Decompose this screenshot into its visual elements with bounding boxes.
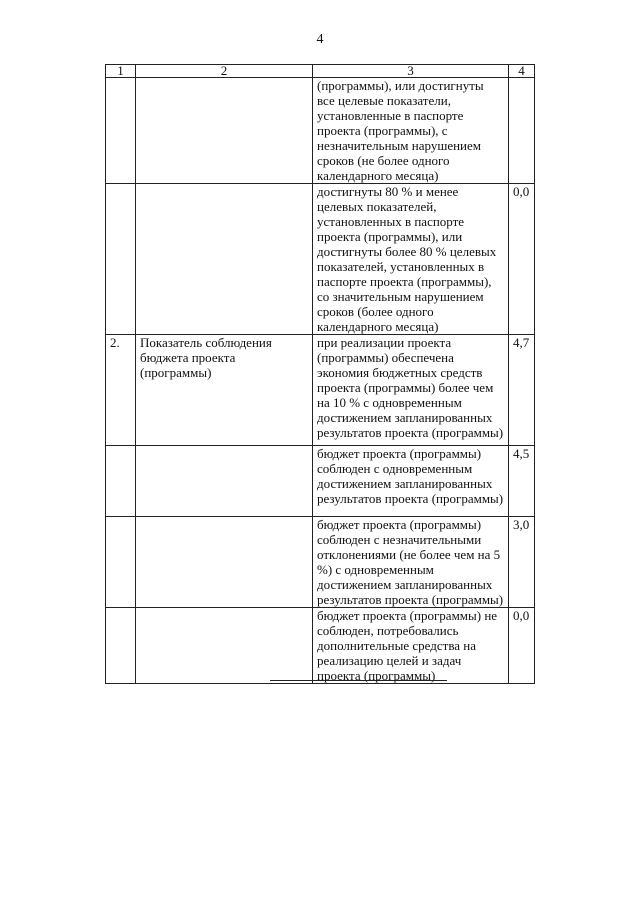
row-number-cell — [106, 517, 136, 608]
table-row — [106, 184, 535, 335]
indicator-name-cell — [136, 78, 313, 184]
score-cell: 3,0 — [509, 517, 535, 608]
criterion-description-cell: при реализации проекта (программы) обеспечена экономия бюджетных средств проекта (программы) более чем на 10 % с одновременным достижением запланированных результатов проекта (программы) — [313, 335, 509, 446]
criterion-description-cell: достигнуты 80 % и менее целевых показателей, установленных в паспорте проекта (программы), или достигнуты более 80 % целевых показателей, установленных в паспорте проекта (программы), со значительным нарушением сроков (более одного календарного месяца) — [313, 184, 509, 335]
score-cell: 0,0 — [509, 608, 535, 684]
indicator-name-cell — [136, 184, 313, 335]
criteria-table — [105, 64, 535, 684]
table-header-row — [106, 65, 535, 78]
row-number-cell — [106, 184, 136, 335]
score-cell — [509, 78, 535, 184]
indicator-name-cell — [136, 608, 313, 684]
column-header-3: 3 — [313, 65, 509, 78]
page-number: 4 — [316, 32, 324, 47]
table-row — [106, 78, 535, 184]
end-of-document-rule — [270, 680, 447, 681]
row-number-cell — [106, 78, 136, 184]
criterion-description-cell: бюджет проекта (программы) не соблюден, потребовались дополнительные средства на реализацию целей и задач проекта (программы) — [313, 608, 509, 684]
row-number-cell — [106, 608, 136, 684]
score-cell: 4,5 — [509, 446, 535, 517]
column-header-1: 1 — [106, 65, 136, 78]
indicator-name-cell: Показатель соблюдения бюджета проекта (программы) — [136, 335, 313, 446]
table-row — [106, 517, 535, 608]
row-number-cell — [106, 446, 136, 517]
criterion-description-cell: бюджет проекта (программы) соблюден с незначительными отклонениями (не более чем на 5 %) с одновременным достижением запланированных результатов проекта (программы) — [313, 517, 509, 608]
table-row — [106, 446, 535, 517]
table-row — [106, 608, 535, 684]
criterion-description-cell: бюджет проекта (программы) соблюден с одновременным достижением запланированных результатов проекта (программы) — [313, 446, 509, 517]
column-header-2: 2 — [136, 65, 313, 78]
table-row — [106, 335, 535, 446]
criterion-description-cell: (программы), или достигнуты все целевые показатели, установленные в паспорте проекта (программы), с незначительным нарушением сроков (не более одного календарного месяца) — [313, 78, 509, 184]
indicator-name-cell — [136, 517, 313, 608]
indicator-name-cell — [136, 446, 313, 517]
row-number-cell: 2. — [106, 335, 136, 446]
column-header-4: 4 — [509, 65, 535, 78]
score-cell: 0,0 — [509, 184, 535, 335]
score-cell: 4,7 — [509, 335, 535, 446]
